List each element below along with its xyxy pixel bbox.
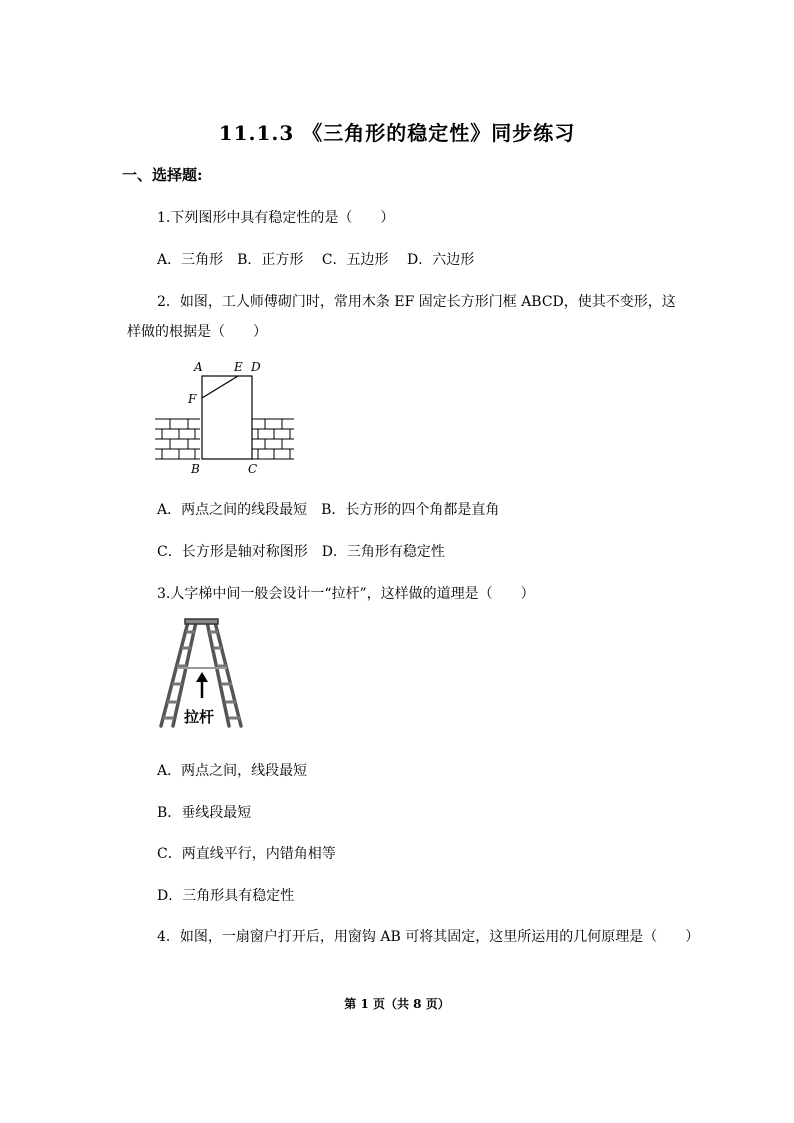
label-b: B bbox=[191, 462, 200, 476]
q2-options-line1: A．两点之间的线段最短 B．长方形的四个角都是直角 bbox=[157, 502, 500, 518]
page-title: 11.1.3 《三角形的稳定性》同步练习 bbox=[218, 121, 576, 145]
label-d: D bbox=[251, 360, 261, 374]
pull-bar-label: 拉杆 bbox=[184, 708, 215, 726]
q3-option-b: B．垂线段最短 bbox=[157, 805, 252, 821]
door-frame-rect bbox=[202, 376, 252, 459]
section-heading: 一、选择题: bbox=[122, 166, 203, 184]
q3-option-d: D．三角形具有稳定性 bbox=[157, 888, 295, 904]
brace-ef bbox=[202, 376, 238, 398]
label-f: F bbox=[188, 392, 197, 406]
q2-options-line2: C．长方形是轴对称图形 D．三角形有稳定性 bbox=[157, 544, 445, 560]
label-c: C bbox=[248, 462, 258, 476]
q3-stem: 3.人字梯中间一般会设计一“拉杆”，这样做的道理是（ ） bbox=[157, 586, 535, 602]
label-a: A bbox=[194, 360, 203, 374]
q4-stem: 4．如图，一扇窗户打开后，用窗钩 AB 可将其固定，这里所运用的几何原理是（ ） bbox=[157, 929, 700, 945]
label-e: E bbox=[234, 360, 243, 374]
q2-stem-line2: 样做的根据是（ ） bbox=[127, 324, 267, 340]
q1-options: A．三角形 B．正方形 C．五边形 D．六边形 bbox=[157, 252, 475, 268]
q2-stem-line1: 2．如图，工人师傅砌门时，常用木条 EF 固定长方形门框 ABCD，使其不变形，这 bbox=[157, 294, 676, 310]
page-footer: 第 1 页（共 8 页） bbox=[344, 997, 450, 1011]
door-frame-figure bbox=[150, 356, 300, 480]
q3-option-a: A．两点之间，线段最短 bbox=[157, 763, 308, 779]
right-brick-wall bbox=[252, 419, 294, 459]
q3-option-c: C．两直线平行，内错角相等 bbox=[157, 846, 336, 862]
stepladder-figure bbox=[155, 618, 245, 733]
q1-stem: 1.下列图形中具有稳定性的是（ ） bbox=[157, 210, 395, 226]
left-brick-wall bbox=[155, 419, 200, 459]
